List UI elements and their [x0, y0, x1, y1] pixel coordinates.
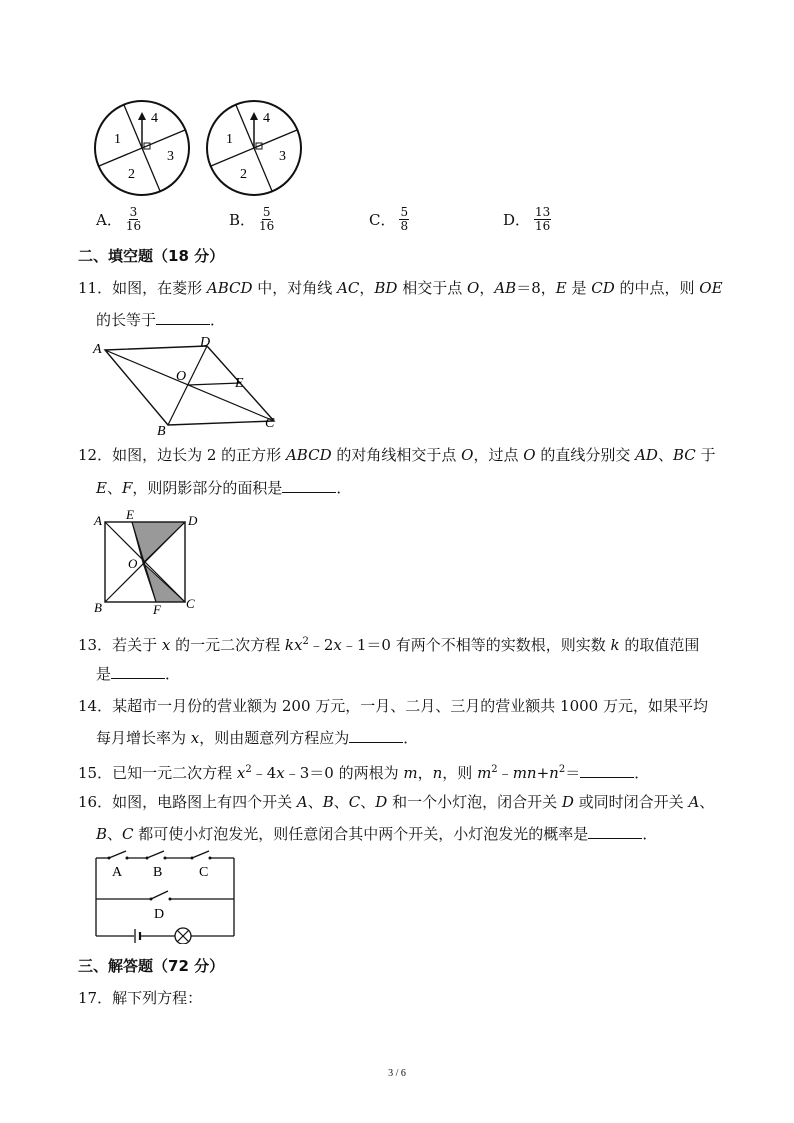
q11-o: O	[467, 279, 480, 297]
q12-label-a: A	[94, 513, 102, 528]
q11-label-o: O	[176, 369, 187, 384]
q11-label-c: C	[265, 416, 275, 431]
q13-exponent: 2	[302, 636, 309, 647]
spinner-left-3: 3	[167, 149, 174, 164]
q15-exponent: 2	[491, 764, 498, 775]
q12-text: 的直线分别交	[535, 446, 636, 464]
q15-exponent: 2	[558, 764, 566, 775]
q16-d: D	[375, 793, 388, 811]
q15-number: 15．	[78, 764, 113, 782]
q11-oe: OE	[699, 279, 723, 297]
q14-line-1	[78, 696, 708, 716]
q16-text: 都可使小灯泡发光，则任意闭合其中两个开关，小灯泡发光的概率是	[133, 825, 589, 843]
spinner-left	[95, 101, 189, 195]
q15-text: +	[536, 764, 550, 782]
q13-x: x	[333, 636, 342, 654]
q12-text: ，过点	[473, 446, 524, 464]
q13-line-2	[96, 664, 180, 684]
q12-text: 如图，边长为 2 的正方形	[112, 446, 286, 464]
q12-bc: BC	[672, 446, 696, 464]
q11-text: 相交于点	[397, 279, 467, 297]
option-b-fraction	[259, 206, 274, 233]
q16-text: 和一个小灯泡，闭合开关	[387, 793, 562, 811]
q11-label-a: A	[93, 342, 102, 357]
q12-e: E	[96, 479, 107, 497]
q15-n: n	[432, 764, 443, 782]
q15-exponent: 2	[245, 764, 252, 775]
q12-square-figure	[90, 508, 210, 616]
q12-ad: AD	[635, 446, 658, 464]
q12-text: 于	[695, 446, 716, 464]
q16-b: B	[322, 793, 334, 811]
q14-text: 某超市一月份的营业额为 200 万元，一月、二月、三月的营业额共 1000 万元，如果平均	[112, 697, 708, 715]
q13-text: 的取值范围	[619, 636, 700, 654]
q12-text: 的对角线相交于点	[331, 446, 462, 464]
q11-text: ．	[210, 311, 226, 329]
q13-kx: kx	[284, 636, 303, 654]
q12-label-f: F	[153, 602, 161, 616]
q16-d: D	[561, 793, 574, 811]
q13-text: ．	[165, 665, 181, 683]
option-a-num: 3	[129, 205, 138, 219]
spinner-right	[207, 101, 301, 195]
q15-text: ﹣4	[251, 764, 277, 782]
q12-line-1	[78, 445, 716, 465]
q12-label-o: O	[128, 556, 138, 571]
q15-text: ．	[634, 764, 650, 782]
q17-number: 17．	[78, 989, 113, 1007]
q12-text: 、	[106, 479, 122, 497]
q13-text: ﹣2	[308, 636, 334, 654]
q13-line-1	[78, 632, 699, 655]
q14-text: 每月增长率为	[96, 729, 191, 747]
q12-abcd: ABCD	[285, 446, 332, 464]
q11-answer-blank[interactable]	[156, 310, 210, 325]
q11-abcd: ABCD	[206, 279, 253, 297]
q16-circuit-figure	[90, 848, 240, 944]
q11-cd: CD	[591, 279, 615, 297]
q14-number: 14．	[78, 697, 113, 715]
q12-label-d: D	[188, 513, 198, 528]
q15-text: ﹣3＝0 的两根为	[284, 764, 404, 782]
q17-text: 解下列方程：	[112, 989, 203, 1007]
spinner-right-3: 3	[279, 149, 286, 164]
q16-switch-a-label: A	[112, 865, 123, 880]
q11-label-d: D	[200, 335, 211, 350]
q12-label-e: E	[126, 508, 134, 522]
spinner-left-4: 4	[151, 111, 158, 126]
q16-line-1	[78, 792, 714, 812]
q11-ac: AC	[337, 279, 360, 297]
q15-n: n	[549, 764, 559, 782]
q16-switch-b-label: B	[153, 865, 163, 880]
page-number: 3 / 6	[388, 1068, 406, 1079]
q11-text: 中，对角线	[252, 279, 338, 297]
q16-text: 、	[307, 793, 323, 811]
q16-text: ．	[642, 825, 658, 843]
option-a-fraction	[126, 206, 141, 233]
option-c-num: 5	[400, 205, 409, 219]
spinner-right-2: 2	[240, 167, 247, 182]
q16-line-2	[96, 824, 657, 844]
q14-text: ．	[403, 729, 419, 747]
q15-text: ，则	[442, 764, 478, 782]
q15-text: 已知一元二次方程	[112, 764, 237, 782]
q12-text: 、	[657, 446, 673, 464]
q16-text: 、	[360, 793, 376, 811]
q12-number: 12．	[78, 446, 113, 464]
q12-text: ，则阴影部分的面积是	[132, 479, 283, 497]
q11-text: ＝8，	[516, 279, 556, 297]
q12-label-b: B	[94, 600, 102, 615]
q15-line-1	[78, 760, 649, 783]
option-d-fraction	[534, 206, 551, 233]
q11-line-2	[96, 310, 225, 330]
q16-text: 如图，电路图上有四个开关	[112, 793, 297, 811]
q14-x: x	[190, 729, 200, 747]
q11-text: 是	[566, 279, 592, 297]
q11-bd: BD	[374, 279, 398, 297]
spinner-left-2: 2	[128, 167, 135, 182]
spinner-left-1: 1	[114, 132, 121, 147]
q11-rhombus-figure	[90, 335, 290, 435]
q15-m: m	[403, 764, 418, 782]
spinner-figure	[92, 98, 302, 198]
q16-switch-c-label: C	[199, 865, 209, 880]
q12-label-c: C	[186, 596, 195, 611]
q16-text: 、	[699, 793, 715, 811]
q11-text: 如图，在菱形	[112, 279, 207, 297]
option-c-den: 8	[400, 219, 409, 233]
option-b-num: 5	[262, 205, 271, 219]
q13-x: x	[161, 636, 171, 654]
q11-text: ，	[359, 279, 375, 297]
option-d	[503, 206, 551, 233]
q13-number: 13．	[78, 636, 113, 654]
spinner-right-4: 4	[263, 111, 270, 126]
q12-text: ．	[336, 479, 352, 497]
option-b-den: 16	[259, 219, 275, 233]
q12-o: O	[461, 446, 474, 464]
q16-switch-d-label: D	[154, 907, 165, 922]
q11-line-1	[78, 278, 723, 298]
q11-text: 的长等于	[96, 311, 157, 329]
option-d-num: 13	[535, 205, 551, 219]
q15-mn: mn	[512, 764, 537, 782]
q16-text: 、	[333, 793, 349, 811]
q16-c: C	[122, 825, 134, 843]
q11-text: 的中点，则	[614, 279, 700, 297]
option-a	[96, 206, 141, 233]
q12-line-2	[96, 478, 351, 498]
q15-x: x	[236, 764, 246, 782]
option-b	[229, 206, 274, 233]
option-a-den: 16	[125, 219, 142, 233]
q15-x: x	[276, 764, 285, 782]
q13-answer-blank[interactable]	[111, 664, 165, 679]
spinner-right-1: 1	[226, 132, 233, 147]
q11-e: E	[555, 279, 567, 297]
q16-c: C	[348, 793, 361, 811]
option-c	[369, 206, 409, 233]
option-c-label: C．	[369, 211, 396, 229]
q17-line-1	[78, 988, 202, 1008]
section-3-title: 三、解答题（72 分）	[78, 957, 225, 975]
q16-a: A	[296, 793, 308, 811]
q11-ab: AB	[494, 279, 517, 297]
q11-label-e: E	[235, 376, 244, 391]
section-2-title: 二、填空题（18 分）	[78, 247, 225, 265]
option-d-den: 16	[535, 219, 551, 233]
q11-label-b: B	[157, 424, 166, 435]
q13-text: 的一元二次方程	[170, 636, 285, 654]
q15-text: ＝	[565, 764, 581, 782]
q13-text: ﹣1＝0 有两个不相等的实数根，则实数	[341, 636, 611, 654]
q15-text: ，	[417, 764, 433, 782]
q11-number: 11．	[78, 279, 113, 297]
q16-text: 或同时闭合开关	[573, 793, 689, 811]
q12-answer-blank[interactable]	[282, 478, 336, 493]
option-b-label: B．	[229, 211, 256, 229]
option-a-label: A．	[96, 211, 122, 229]
q16-answer-blank[interactable]	[588, 824, 642, 839]
q16-b: B	[96, 825, 108, 843]
q14-answer-blank[interactable]	[349, 728, 403, 743]
q15-text: ﹣	[497, 764, 513, 782]
q16-number: 16．	[78, 793, 113, 811]
q11-text: ，	[479, 279, 495, 297]
q12-f: F	[121, 479, 133, 497]
q14-text: ，则由题意列方程应为	[199, 729, 350, 747]
q13-text: 若关于	[112, 636, 162, 654]
q13-text: 是	[96, 665, 112, 683]
q16-a: A	[688, 793, 700, 811]
q12-o: O	[523, 446, 536, 464]
q14-line-2	[96, 728, 418, 748]
q15-answer-blank[interactable]	[580, 763, 634, 778]
option-c-fraction	[399, 206, 409, 233]
option-d-label: D．	[503, 211, 531, 229]
q16-text: 、	[107, 825, 123, 843]
q13-k: k	[610, 636, 620, 654]
q15-m: m	[477, 764, 492, 782]
